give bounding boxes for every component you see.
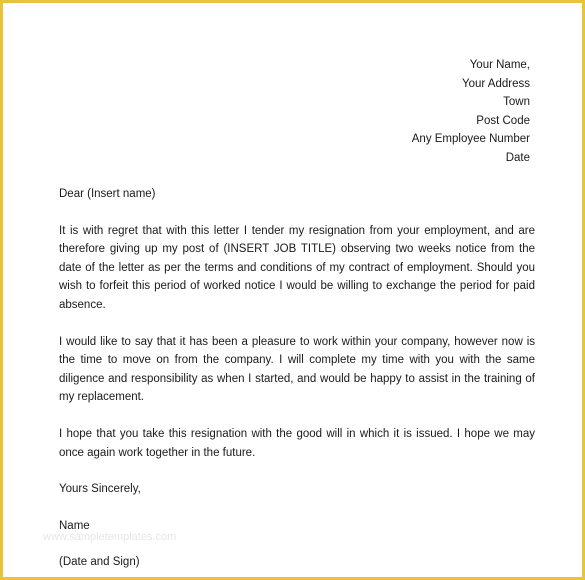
paragraph-3: I hope that you take this resignation with the good will in which it is issued. I hope we may once again work together in the future. xyxy=(59,427,535,459)
sender-address: Your Address xyxy=(462,77,530,90)
salutation: Dear (Insert name) xyxy=(59,188,156,200)
paragraph-2: I would like to say that it has been a pleasure to work within your company, however now is the time to move on from the company. I will complete my time with you with the same diligence and responsibility as when I started, and would be happy to assist in the training of my replacement. xyxy=(59,335,535,404)
sender-post-code: Post Code xyxy=(476,114,530,127)
watermark: www.sampletemplates.com xyxy=(43,531,177,543)
letter-body xyxy=(59,185,535,572)
sender-name: Your Name, xyxy=(469,59,530,71)
sender-address-block xyxy=(412,56,530,168)
letter-date: Date xyxy=(505,151,530,164)
signature-line: (Date and Sign) xyxy=(59,556,140,569)
signature-name: Name xyxy=(59,519,90,532)
closing: Yours Sincerely, xyxy=(59,483,141,496)
sender-town: Town xyxy=(503,96,530,109)
sender-employee-number: Any Employee Number xyxy=(411,133,530,146)
paragraph-1: It is with regret that with this letter I tender my resignation from your employment, and are therefore giving up my post of (INSERT JOB TITLE) observing two weeks notice from the date of the letter as per the terms and conditions of my contract of employment. Should you wish to forfeit this period of worked notice I would be willing to exchange the period for paid absence. xyxy=(59,224,535,311)
